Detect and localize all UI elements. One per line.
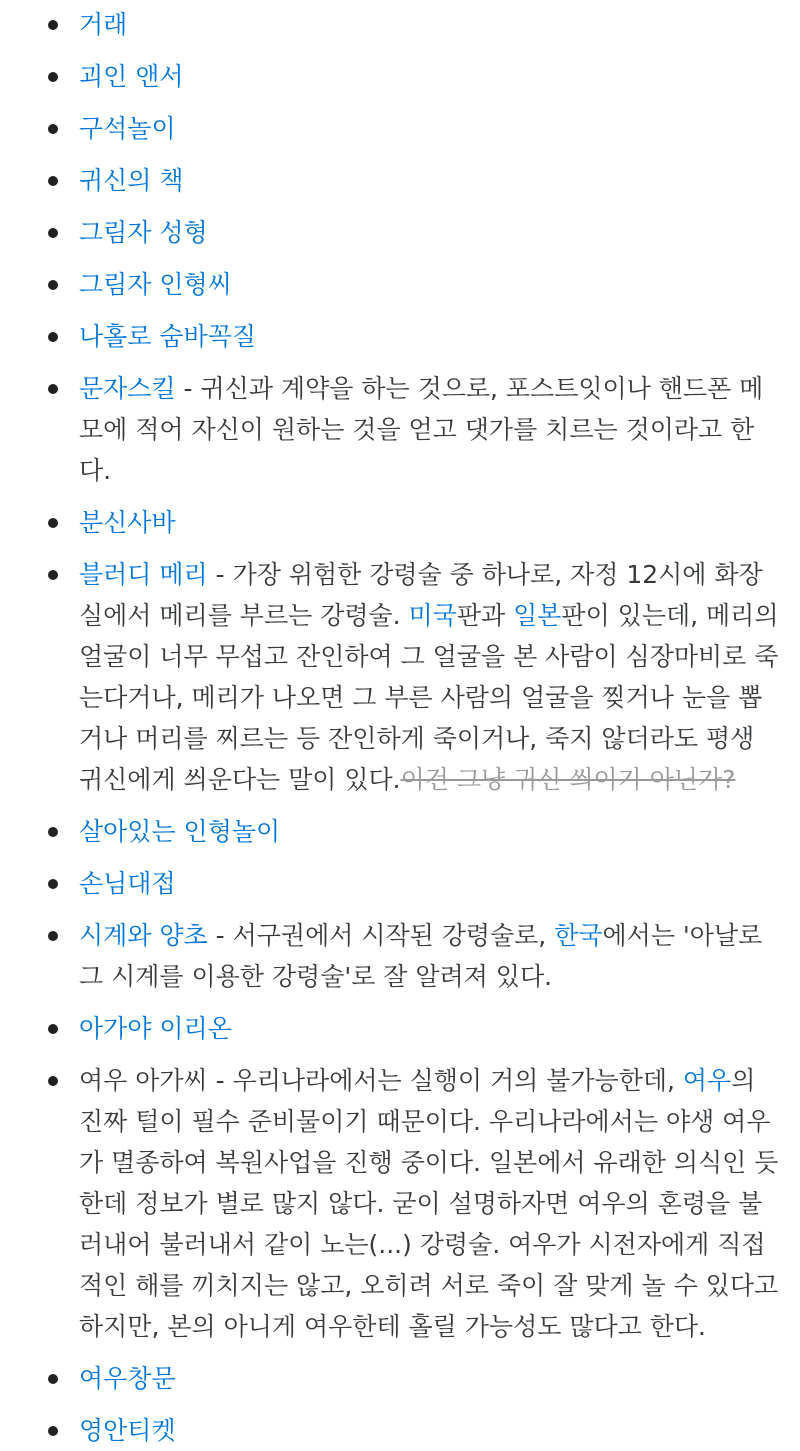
bullet-icon <box>48 384 58 394</box>
list-item <box>0 1060 780 1347</box>
item-description: - 가장 위험한 강령술 중 하나로, 자정 12시에 화장실에서 메리를 부르는 강령술. <box>79 560 763 630</box>
item-description: 에서는 '아날로그 시계를 이용한 강령술'로 잘 알려져 있다. <box>79 921 763 991</box>
item-link[interactable]: 영안티켓 <box>79 1416 176 1445</box>
strikethrough-note: 이건 그냥 귀신 씌이기 아닌가? <box>400 765 736 794</box>
bullet-icon <box>48 176 58 186</box>
inline-link-usa[interactable]: 미국 <box>408 601 457 630</box>
list-item <box>0 554 780 800</box>
list-item <box>0 264 780 305</box>
item-link[interactable]: 귀신의 책 <box>79 166 184 195</box>
item-description: 판이 있는데, 메리의 얼굴이 너무 무섭고 잔인하여 그 얼굴을 본 사람이 심장마비로 죽는다거나, 메리가 나오면 그 부른 사람의 얼굴을 찢거나 눈을 뽑거나 머리를 찌르는 등 잔인하게 죽이거나, 죽지 않더라도 평생 귀신에게 씌운다는 말이 있다. <box>79 601 779 794</box>
item-link[interactable]: 구석놀이 <box>79 114 176 143</box>
list-item <box>0 811 780 852</box>
item-link[interactable]: 블러디 메리 <box>79 560 208 589</box>
list-item <box>0 502 780 543</box>
item-description: - 서구권에서 시작된 강령술로, <box>207 921 555 950</box>
item-link[interactable]: 아가야 이리온 <box>79 1014 232 1043</box>
item-link[interactable]: 살아있는 인형놀이 <box>79 817 281 846</box>
inline-link-korea[interactable]: 한국 <box>554 921 603 950</box>
bullet-icon <box>48 1426 58 1436</box>
list-item <box>0 160 780 201</box>
list-item <box>0 1008 780 1049</box>
item-text: 여우 아가씨 - 우리나라에서는 실행이 거의 불가능한데, <box>79 1066 683 1095</box>
inline-link-japan[interactable]: 일본 <box>513 601 562 630</box>
bullet-icon <box>48 570 58 580</box>
list-item <box>0 4 780 45</box>
bullet-icon <box>48 20 58 30</box>
bullet-icon <box>48 931 58 941</box>
bullet-icon <box>48 332 58 342</box>
list-item <box>0 368 780 491</box>
bullet-icon <box>48 827 58 837</box>
list-item <box>0 316 780 357</box>
item-link[interactable]: 괴인 앤서 <box>79 62 184 91</box>
item-description: - 귀신과 계약을 하는 것으로, 포스트잇이나 핸드폰 메모에 적어 자신이 원하는 것을 얻고 댓가를 치르는 것이라고 한다. <box>79 374 764 485</box>
item-description: 판과 <box>456 601 514 630</box>
item-link[interactable]: 손님대접 <box>79 869 176 898</box>
item-description: 의 진짜 털이 필수 준비물이기 때문이다. 우리나라에서는 야생 여우가 멸종하여 복원사업을 진행 중이다. 일본에서 유래한 의식인 듯한데 정보가 별로 많지 않다. 굳이 설명하자면 여우의 혼령을 불러내어 불러내서 같이 노는(...) 강령술. 여우가 시전자에게 직접적인 해를 끼치지는 않고, 오히려 서로 죽이 잘 맞게 놀 수 있다고 하지만, 본의 아니게 여우한테 홀릴 가능성도 많다고 한다. <box>79 1066 779 1341</box>
item-link[interactable]: 거래 <box>79 10 128 39</box>
item-link[interactable]: 시계와 양초 <box>79 921 208 950</box>
item-link[interactable]: 여우창문 <box>79 1364 176 1393</box>
item-link[interactable]: 그림자 인형씨 <box>79 270 232 299</box>
item-link[interactable]: 문자스킬 <box>79 374 176 403</box>
list-item <box>0 56 780 97</box>
item-link[interactable]: 그림자 성형 <box>79 218 208 247</box>
list-item <box>0 863 780 904</box>
bullet-icon <box>48 1024 58 1034</box>
inline-link-fox[interactable]: 여우 <box>682 1066 732 1095</box>
item-link[interactable]: 분신사바 <box>79 508 176 537</box>
bullet-icon <box>48 879 58 889</box>
bullet-icon <box>48 1076 58 1086</box>
list-item <box>0 108 780 149</box>
bullet-icon <box>48 1374 58 1384</box>
list-item <box>0 212 780 253</box>
bullet-icon <box>48 228 58 238</box>
bullet-icon <box>48 124 58 134</box>
bullet-icon <box>48 72 58 82</box>
bullet-icon <box>48 280 58 290</box>
list-item <box>0 1410 780 1451</box>
bullet-icon <box>48 518 58 528</box>
item-link[interactable]: 나홀로 숨바꼭질 <box>79 322 256 351</box>
list-item <box>0 1358 780 1399</box>
list-item <box>0 915 780 997</box>
